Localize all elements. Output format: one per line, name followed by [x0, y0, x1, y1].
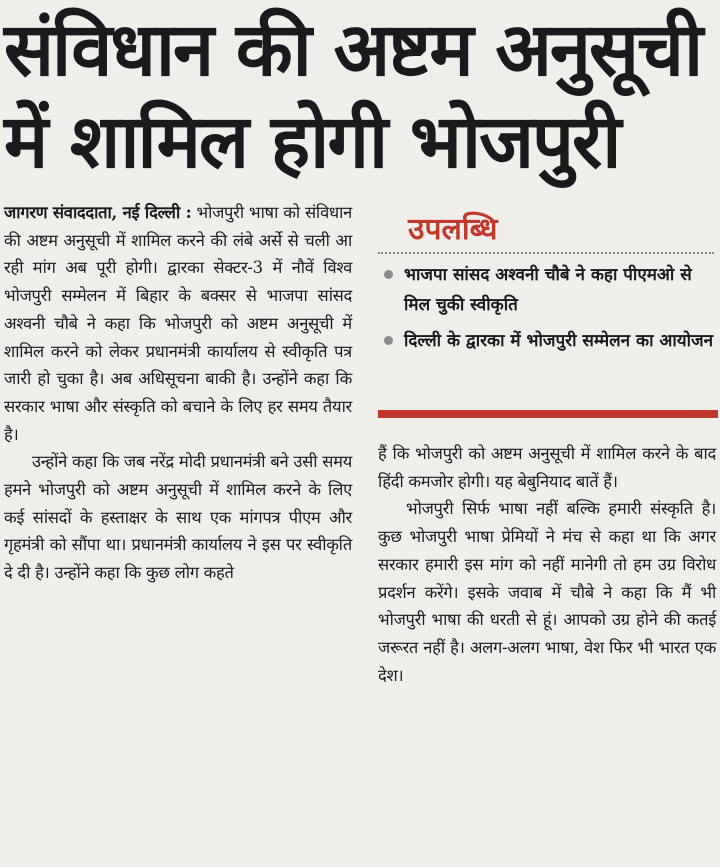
highlight-item-text: भाजपा सांसद अश्वनी चौबे ने कहा पीएमओ से मिल चुकी स्वीकृति [404, 265, 692, 315]
headline [4, 4, 716, 188]
highlight-item [378, 326, 714, 356]
highlight-box-title: उपलब्धि [408, 212, 498, 247]
highlight-item-text: दिल्ली के द्वारका में भोजपुरी सम्मेलन का आयोजन [404, 331, 714, 351]
highlight-item [378, 260, 714, 320]
highlight-box [378, 210, 714, 420]
red-divider-bar [378, 410, 718, 418]
headline-line-2: में शामिल होगी भोजपुरी [4, 99, 620, 185]
bullet-icon [384, 336, 393, 345]
article-column-right [378, 440, 716, 689]
article-text-1: भोजपुरी भाषा को संविधान की अष्टम अनुसूची में शामिल करने की लंबे अर्से से चली आ रही मांग अब पूरी होगी। द्वारका सेक्टर-3 में नौवें विश्व भोजपुरी सम्मेलन में बिहार के बक्सर से भाजपा सांसद अश्वनी चौबे ने कहा कि भोजपुरी को अष्टम अनुसूची में शामिल करने को लेकर प्रधानमंत्री कार्यालय से स्वीकृति पत्र जारी हो चुका है। अब अधिसूचना बाकी है। उन्होंने कहा कि सरकार भाषा और संस्कृति को बचाने के लिए हर समय तैयार है। [4, 203, 352, 444]
article-paragraph-2: उन्होंने कहा कि जब नरेंद्र मोदी प्रधानमंत्री बने उसी समय हमने भोजपुरी को अष्टम अनुसूची में शामिल करने के लिए कई सांसदों के हस्ताक्षर के साथ एक मांगपत्र पीएम और गृहमंत्री को सौंपा था। प्रधानमंत्री कार्यालय ने इस पर स्वीकृति दे दी है। उन्होंने कहा कि कुछ लोग कहते [4, 452, 352, 583]
article-paragraph-4: भोजपुरी सिर्फ भाषा नहीं बल्कि हमारी संस्कृति है। कुछ भोजपुरी भाषा प्रेमियों ने मंच से कहा था कि अगर सरकार हमारी इस मांग को नहीं मानेगी तो हम उग्र विरोध प्रदर्शन करेंगे। इसके जवाब में चौबे ने कहा कि मैं भी भोजपुरी भाषा की धरती से हूं। आपको उग्र होने की कतई जरूरत नहीं है। अलग-अलग भाषा, वेश फिर भी भारत एक देश। [378, 499, 716, 685]
bullet-icon [384, 270, 393, 279]
byline: जागरण संवाददाता, नई दिल्ली : [4, 203, 192, 222]
article-paragraph-1 [4, 199, 352, 448]
article-column-left [4, 199, 352, 587]
headline-line-1: संविधान की अष्टम अनुसूची [4, 7, 702, 93]
article-paragraph-3: हैं कि भोजपुरी को अष्टम अनुसूची में शामिल करने के बाद हिंदी कमजोर होगी। यह बेबुनियाद बातें हैं। [378, 444, 716, 491]
dotted-divider [378, 252, 714, 254]
